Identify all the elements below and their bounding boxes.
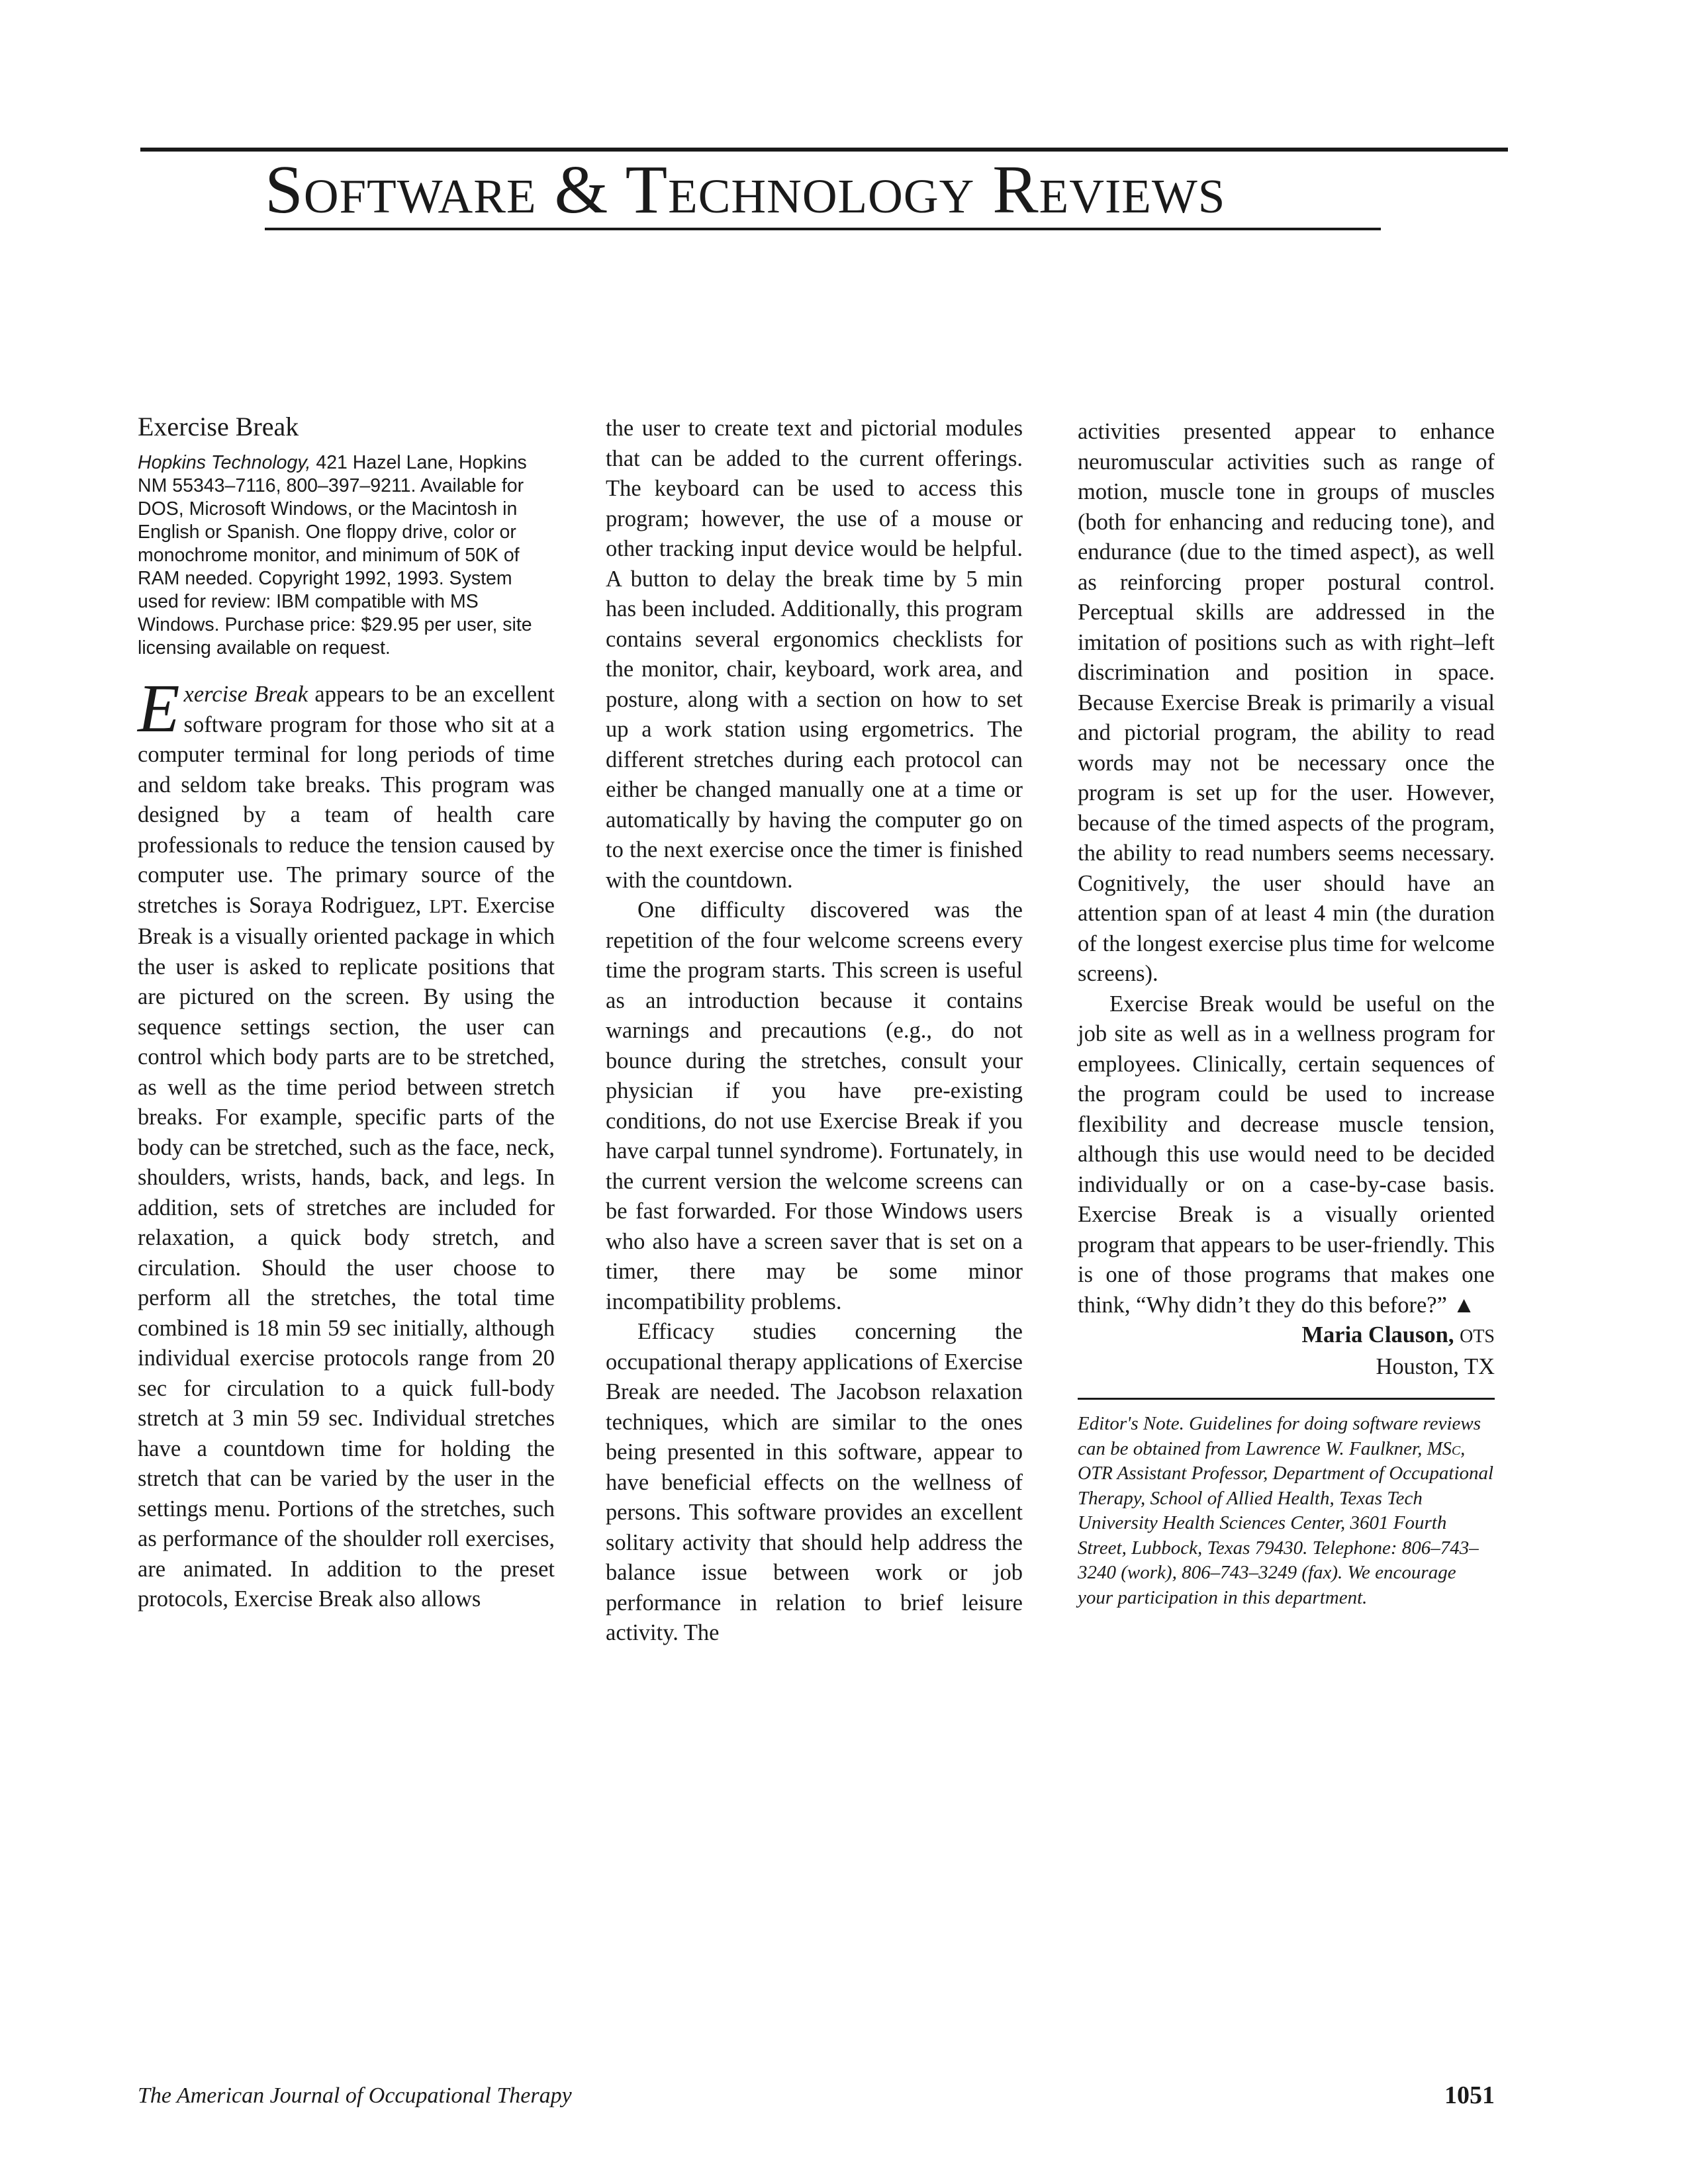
author-name: Maria Clauson, [1301,1322,1460,1347]
section-title-underline [265,228,1381,230]
lead-italic-title: Exercise Break [138,670,308,747]
author-location: Houston, TX [1376,1353,1495,1379]
review-title: Exercise Break [138,412,299,441]
review-paragraph-2: One difficulty discovered was the repetition of the four welcome screens every time the program starts. This screen is useful as an introduction because it contains warnings and precautions (e.g., do not bounce during the stretches, consult your physician if you have pre-existing conditions, do not use Exercise Break if you have carpal tunnel syndrome). Fortunately, in the current version the welcome screens can be fast forwarded. For those Windows users who also have a screen saver that is set on a timer, there may be some minor incompatibility problems. [606,897,1023,1314]
author-signoff [1078,1320,1495,1352]
editor-note-text-a: Guidelines for doing software reviews can be obtained from Lawrence W. Faulkner, [1078,1413,1481,1459]
paragraph-1-part-a: appears to be an excellent software program for those who sit at a computer terminal for long periods of time and seldom take breaks. This program was designed by a team of health care professionals to reduce the tension caused by computer use. The primary source of the stretches is Soraya Rodriguez, [138,682,555,918]
review-paragraph-4: Exercise Break would be useful on the job site as well as in a wellness program for employees. Clinically, certain sequences of the program could be used to increase flexibility and decrease muscle tension, although this use would need to be decided individually or on a case-by-case basis. Exercise Break is a visually oriented program that appears to be user-friendly. This is one of those programs that makes one think, “Why didn’t they do this before?” ▲ [1078,991,1495,1318]
vendor-name: Hopkins Technology, [138,452,311,473]
footer-journal-name: The American Journal of Occupational Therapy [138,2083,572,2108]
column-3 [1078,417,1495,1610]
section-title: Software & Technology Reviews [265,152,1226,228]
editor-note-text-b: Assistant Professor, Department of Occupational Therapy, School of Allied Health, Texas Tech University Health Sciences Center, 3601 Fourth Street, Lubbock, Texas 79430. Telephone: 806–743–3240 (work), 806–743–3249 (fax). We encourage your participation in this department. [1078,1463,1494,1608]
review-paragraph-1 [138,670,555,1615]
product-info [138,451,555,660]
page-number: 1051 [1444,2081,1495,2109]
column-1 [138,410,555,1615]
paragraph-1-part-b: . Exercise Break is a visually oriented package in which the user is asked to replicate positions that are pictured on the screen. By using the sequence settings section, the user can control which body parts are to be stretched, as well as the time period between stretch breaks. For example, specific parts of the body can be stretched, such as the face, neck, shoulders, wrists, hands, back, and legs. In addition, sets of stretches are included for relaxation, a quick body stretch, and circulation. Should the user choose to perform all the stretches, the total time combined is 18 min 59 sec initially, although individual exercise protocols range from 20 sec for circulation to a quick full-body stretch at 3 min 59 sec. Individual stretches have a countdown time for holding the stretch that can be varied by the user in the settings menu. Portions of the stretches, such as performance of the shoulder roll exercises, are animated. In addition to the preset protocols, Exercise Break also allows [138,892,555,1612]
credential-lpt: LPT [429,896,463,917]
column-2 [606,414,1023,1649]
author-credential: OTS [1460,1326,1495,1347]
review-paragraph-3: Efficacy studies concerning the occupational therapy applications of Exercise Break are needed. The Jacobson relaxation techniques, which are similar to the ones being presented in this software, appear to have beneficial effects on the wellness of persons. This software provides an excellent solitary activity that should help address the balance issue between work or job performance in relation to brief leisure activity. The [606,1319,1023,1645]
product-details: 421 Hazel Lane, Hopkins NM 55343–7116, 800–397–9211. Available for DOS, Microsoft Windows, or the Macintosh in English or Spanish. One floppy drive, color or monochrome monitor, and minimum of 50K of RAM needed. Copyright 1992, 1993. System used for review: IBM compatible with MS Windows. Purchase price: $29.95 per user, site licensing available on request. [138,452,532,659]
paragraph-1-continued: the user to create text and pictorial modules that can be added to the current offerings. The keyboard can be used to access this program; however, the use of a mouse or other tracking input device would be helpful. A button to delay the break time by 5 min has been included. Additionally, this program contains several ergonomics checklists for the monitor, chair, keyboard, work area, and posture, along with a section on how to set up a work station using ergometrics. The different stretches during each protocol can either be changed manually one at a time or automatically by having the computer go on to the next exercise once the timer is finished with the countdown. [606,416,1023,893]
editor-note-credential: MSc, OTR [1078,1438,1466,1484]
paragraph-3-continued: activities presented appear to enhance neuromuscular activities such as range of motion, muscle tone in groups of muscles (both for enhancing and reducing tone), and endurance (due to the timed aspect), as well as reinforcing proper postural control. Perceptual skills are addressed in the imitation of positions such as with right–left discrimination and position in space. Because Exercise Break is primarily a visual and pictorial program, the ability to read words may not be necessary once the program is set up for the user. However, because of the timed aspects of the program, the ability to read numbers seems necessary. Cognitively, the user should have an attention span of at least 4 min (the duration of the longest exercise plus time for welcome screens). [1078,419,1495,986]
editor-note-label: Editor's Note. [1078,1413,1184,1434]
editor-note [1078,1398,1495,1610]
